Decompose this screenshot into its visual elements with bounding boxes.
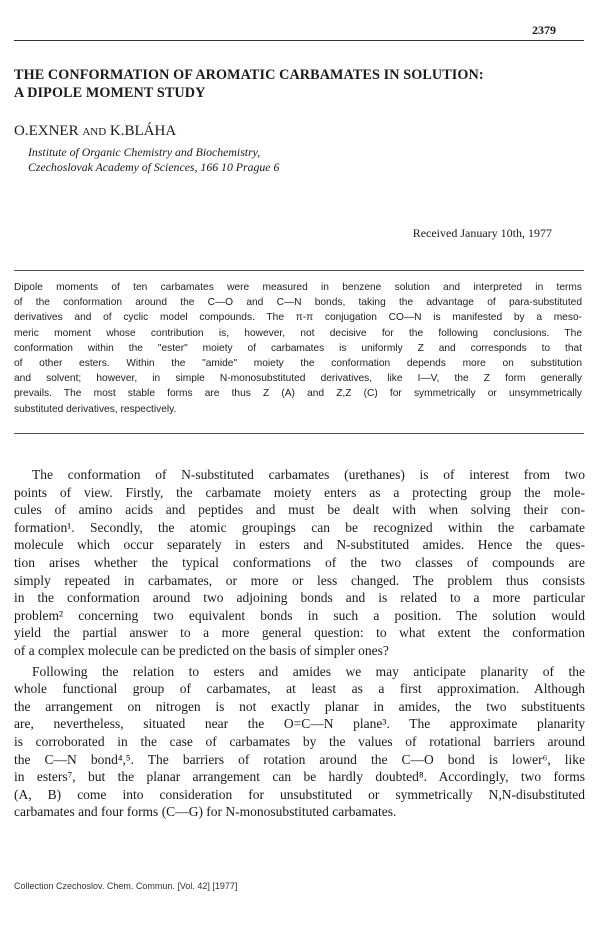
abstract-line: of the conformation around the C—O and C—N bonds, taking the advantage of para-substituted xyxy=(14,297,582,309)
body-line: molecule which occur separately in esters and N-substituted amides. Hence the ques- xyxy=(14,537,585,553)
body-text xyxy=(14,466,585,821)
header-rule xyxy=(14,40,584,41)
article-title xyxy=(14,66,574,102)
authors: O.EXNER and K.BLÁHA xyxy=(14,123,177,139)
page-number: 2379 xyxy=(532,23,556,37)
body-line: problem² concerning two equivalent bonds in such a position. The solution would xyxy=(14,607,585,623)
abstract-bottom-rule xyxy=(14,433,584,434)
abstract-line: conformation within the "ester" moiety of carbamates is uniformly Z and corresponds to that xyxy=(14,342,582,354)
body-line: The conformation of N-substituted carbamates (urethanes) is of interest from two xyxy=(32,467,585,482)
body-line: yield the partial answer to a more general question: to what extent the conformation xyxy=(14,625,585,641)
body-line: simply repeated in carbamates, or more or less changed. The problem thus consists xyxy=(14,572,585,588)
affiliation xyxy=(28,145,279,175)
affiliation-line: Czechoslovak Academy of Sciences, 166 10 Prague 6 xyxy=(28,160,280,174)
title-line: THE CONFORMATION OF AROMATIC CARBAMATES IN SOLUTION: xyxy=(14,67,484,83)
abstract-line: meric moment whose contribution is, however, not decisive for the following conclusions. The xyxy=(14,327,582,339)
body-line: whole functional group of carbamates, at least as a first approximation. Although xyxy=(14,681,585,697)
body-line: the arrangement on nitrogen is not exactly planar in amides, the two substituents xyxy=(14,698,585,714)
abstract-line: of other esters. Within the "amide" moiety the conformation depends more on substitution xyxy=(14,358,582,370)
body-line: is corroborated in the case of carbamates by the values of rotational barriers around xyxy=(14,733,585,749)
paragraph xyxy=(14,466,585,660)
abstract-line: substituted derivatives, respectively. xyxy=(14,403,177,415)
body-line: carbamates and four forms (C—G) for N-monosubstituted carbamates. xyxy=(14,804,397,820)
paragraph xyxy=(14,663,585,821)
body-line: in esters⁷, but the planar arrangement can be hardly doubted⁸. Accordingly, two forms xyxy=(14,769,585,785)
abstract-top-rule xyxy=(14,270,584,271)
affiliation-line: Institute of Organic Chemistry and Biochemistry, xyxy=(28,145,261,159)
abstract-line: and solvent; however, in simple N-monosubstituted derivatives, like I—V, the Z form generally xyxy=(14,373,582,385)
body-line: (A, B) come into consideration for unsubstituted or symmetrically N,N-disubstituted xyxy=(14,786,585,802)
abstract-line: derivatives and of cyclic model compounds. The π-π conjugation CO—N is manifested by a meso- xyxy=(14,312,582,324)
body-line: Following the relation to esters and amides we may anticipate planarity of the xyxy=(32,663,585,679)
received-date: Received January 10th, 1977 xyxy=(412,226,552,240)
journal-citation: Collection Czechoslov. Chem. Commun. [Vol. 42] [1977] xyxy=(14,881,238,891)
abstract xyxy=(14,280,582,417)
body-line: cules of amino acids and peptides and must be dealt with when solving their con- xyxy=(14,502,585,518)
title-line: A DIPOLE MOMENT STUDY xyxy=(14,85,206,101)
body-line: points of view. Firstly, the carbamate moiety enters as a protecting group the mole- xyxy=(14,484,585,500)
body-line: the C—N bond⁴,⁵. The barriers of rotation around the C—O bond is lower⁶, like xyxy=(14,751,585,767)
body-line: formation¹. Secondly, the atomic groupings can be recognized within the carbamate xyxy=(14,519,585,535)
body-line: tion arises whether the typical conformations of the two classes of compounds are xyxy=(14,554,585,570)
body-line: are, nevertheless, situated near the O=C—N plane³. The approximate planarity xyxy=(14,716,585,732)
abstract-line: prevails. The most stable forms are thus Z (A) and Z,Z (C) for symmetrically or unsymmetrically xyxy=(14,388,582,400)
abstract-line: Dipole moments of ten carbamates were measured in benzene solution and interpreted in terms xyxy=(14,282,582,293)
body-line: of a complex molecule can be predicted on the basis of simpler ones? xyxy=(14,642,389,658)
body-line: in the conformation around two adjoining bonds and is related to a more particular xyxy=(14,590,585,606)
